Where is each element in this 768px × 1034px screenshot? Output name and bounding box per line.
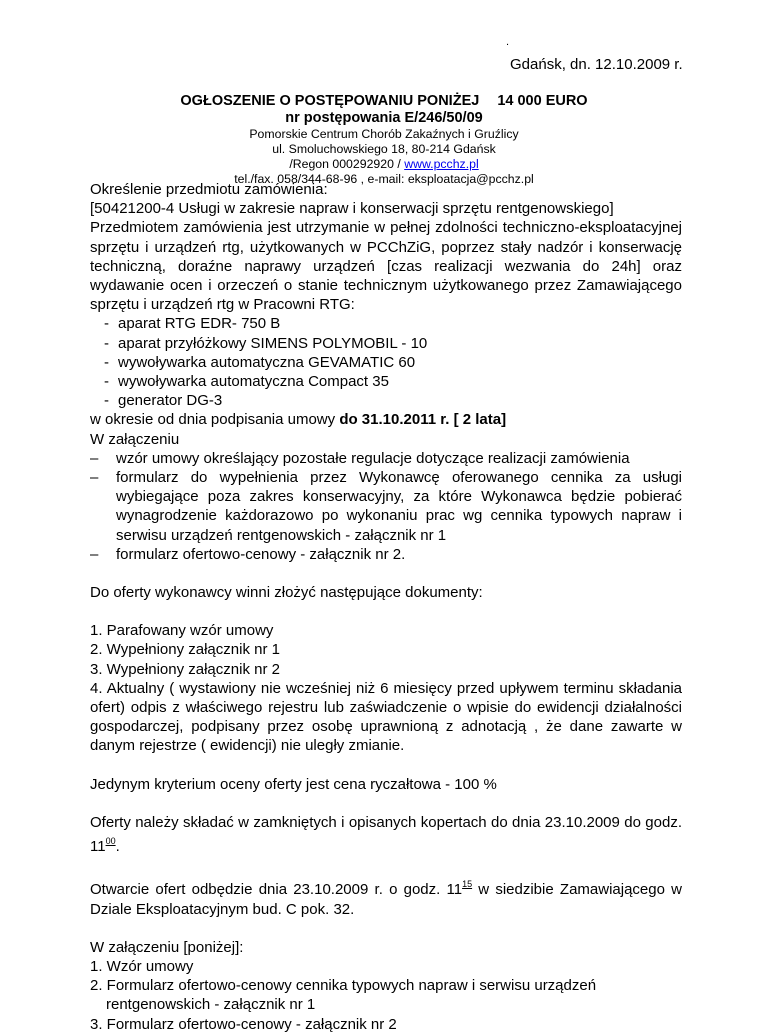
attachment-item: – wzór umowy określający pozostałe regulacje dotyczące realizacji zamówienia <box>90 449 630 467</box>
device-item: - generator DG-3 <box>104 392 223 410</box>
attachment-item: – formularz do wypełnienia przez Wykonawcę oferowanego cennika za usługi wybiegające poza zakres konserwacyjny, za które Wykonawca będzie pobierać wynagrodzenie każdorazowo po wykonaniu prac wg cennika typowych napraw i serwisu urządzeń rentgenowskich - załącznik nr 1 <box>90 469 682 544</box>
document-item: 1. Parafowany wzór umowy <box>90 622 274 640</box>
website-link[interactable]: www.pcchz.pl <box>404 157 479 171</box>
annex-item: 2. Formularz ofertowo-cenowy cennika typowych napraw i serwisu urządzeń <box>90 977 597 995</box>
cpv-code: [50421200-4 Usługi w zakresie napraw i konserwacji sprzętu rentgenowskiego] <box>90 200 614 218</box>
documents-heading: Do oferty wykonawcy winni złożyć następujące dokumenty: <box>90 584 483 602</box>
device-item: - wywoływarka automatyczna Compact 35 <box>104 373 389 391</box>
attachments-heading: W załączeniu <box>90 430 180 448</box>
deadline-minutes: 00 <box>105 836 116 847</box>
document-body <box>90 180 682 1034</box>
top-mark: . <box>506 36 510 48</box>
date-line: Gdańsk, dn. 12.10.2009 r. <box>510 56 683 73</box>
org-name: Pomorskie Centrum Chorób Zakaźnych i Gruźlicy <box>249 127 519 141</box>
opening-info: Otwarcie ofert odbędzie dnia 23.10.2009 r. o godz. $11^{15}$ w siedzibie Zamawiającego w Dziale Eksploatacyjnym bud. C pok. 32. <box>90 879 682 918</box>
submission-deadline: Oferty należy składać w zamkniętych i opisanych kopertach do dnia 23.10.2009 do godz. $11^{00}$. <box>90 813 682 856</box>
org-contact: tel./fax. 058/344-68-96 , e-mail: eksploatacja@pcchz.pl <box>234 172 534 186</box>
subject-heading: Określenie przedmiotu zamówienia: <box>90 181 328 198</box>
annex-item: 3. Formularz ofertowo-cenowy - załącznik nr 2 <box>90 1015 397 1033</box>
title-right: 14 000 EURO <box>497 93 588 109</box>
evaluation-criterion: Jedynym kryterium oceny oferty jest cena ryczałtowa - 100 % <box>90 775 497 793</box>
annex-item: 1. Wzór umowy <box>90 957 194 975</box>
annex-item-continuation: rentgenowskich - załącznik nr 1 <box>106 996 316 1014</box>
period-line: w okresie od dnia podpisania umowy do 31.10.2011 r. [ 2 lata] <box>90 411 507 429</box>
document-item: 4. Aktualny ( wystawiony nie wcześniej niż 6 miesięcy przed upływem terminu składania ofert) odpis z właściwego rejestru lub zaświadczenie o wpisie do ewidencji działalności gospodarczej, podpisany przez osobę uprawnioną z adnotacją , że dane zawarte w danym rejestrze ( ewidencji) nie uległy zmianie. <box>90 679 682 755</box>
annexes-heading: W załączeniu [poniżej]: <box>90 938 244 956</box>
proc-number: nr postępowania E/246/50/09 <box>285 110 483 126</box>
org-address: ul. Smoluchowskiego 18, 80-214 Gdańsk <box>272 142 496 156</box>
title-left: OGŁOSZENIE O POSTĘPOWANIU PONIŻEJ <box>180 93 480 109</box>
org-regon <box>0 157 768 172</box>
attachment-item: – formularz ofertowo-cenowy - załącznik nr 2. <box>90 545 406 563</box>
device-item: - aparat przyłóżkowy SIMENS POLYMOBIL - 10 <box>104 334 428 352</box>
document-header <box>0 92 768 187</box>
subject-description: Przedmiotem zamówienia jest utrzymanie w pełnej zdolności techniczno-eksploatacyjnej sprzętu i urządzeń rtg, użytkowanych w PCChZiG, poprzez stały nadzór i konserwację techniczną, doraźne naprawy urządzeń [czas realizacji wezwania do 24h] oraz wydawanie ocen i orzeczeń o stanie technicznym użytkowanego przez Zamawiającego sprzętu i urządzeń rtg w Pracowni RTG: <box>90 219 682 314</box>
period-deadline: do 31.10.2011 r. [ 2 lata] <box>339 411 507 429</box>
opening-minutes: 15 <box>462 879 473 890</box>
announcement-title <box>0 92 768 110</box>
document-item: 3. Wypełniony załącznik nr 2 <box>90 660 280 678</box>
device-item: - wywoływarka automatyczna GEVAMATIC 60 <box>104 353 416 371</box>
document-item: 2. Wypełniony załącznik nr 1 <box>90 641 280 659</box>
device-item: - aparat RTG EDR- 750 B <box>104 315 281 333</box>
regon-text: /Regon 000292920 / <box>289 157 405 171</box>
